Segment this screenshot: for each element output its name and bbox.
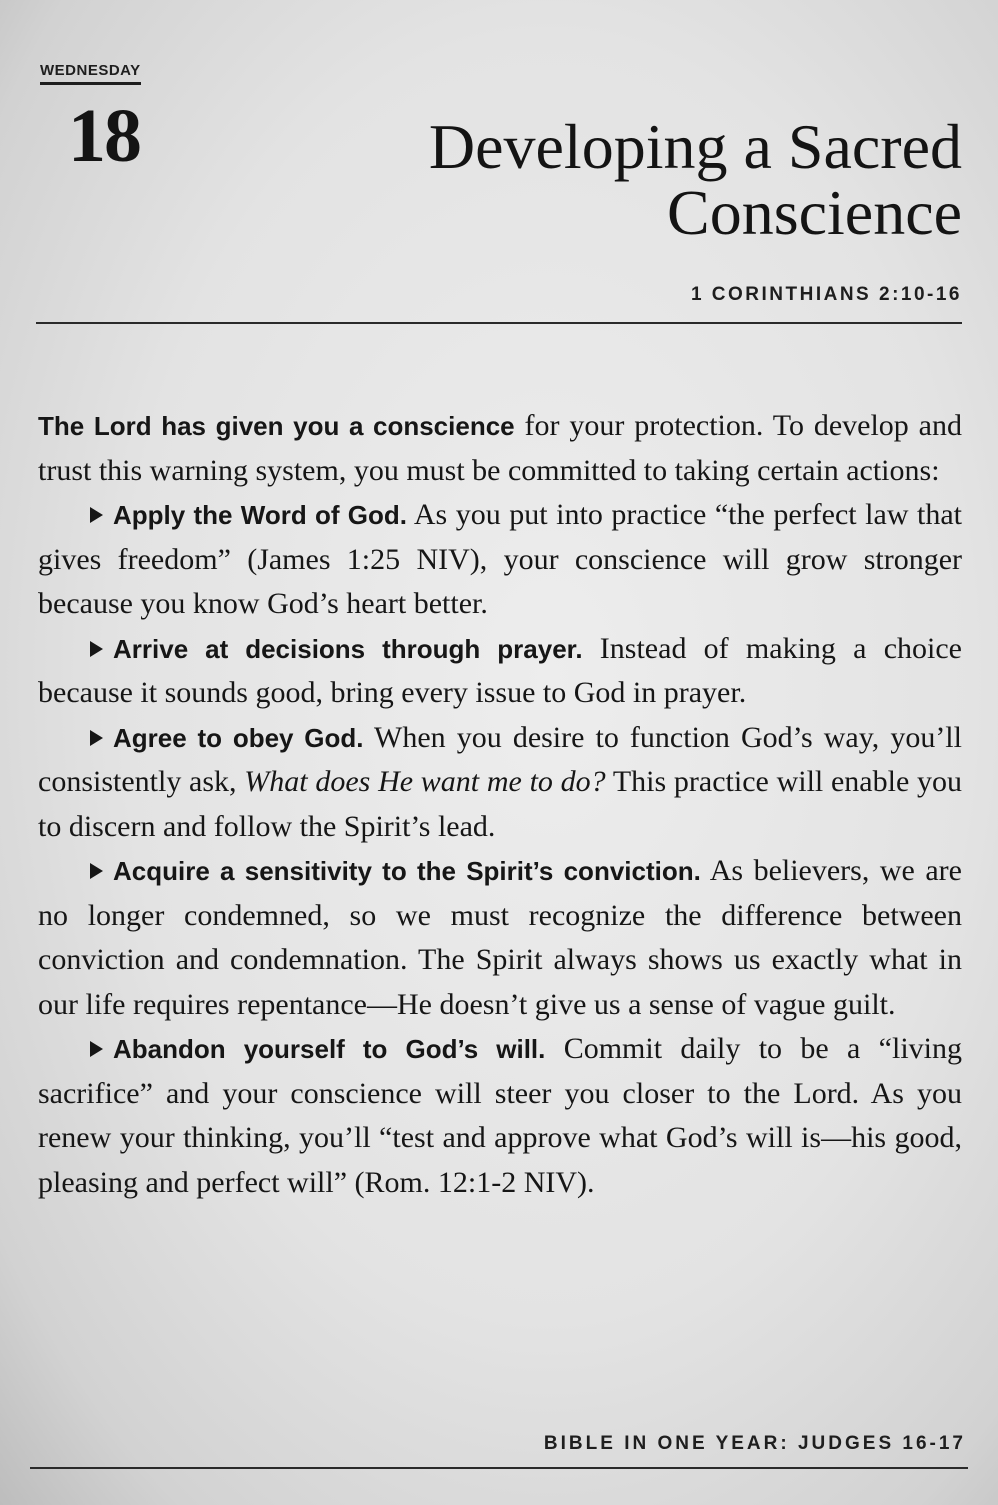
list-item [38, 493, 962, 627]
list-item [38, 716, 962, 850]
item-heading: Arrive at decisions through prayer. [113, 633, 583, 664]
list-item [38, 849, 962, 1027]
arrow-bullet-icon [90, 863, 103, 879]
item-emphasis: What does He want me to do? [244, 765, 606, 798]
page-title: Developing a Sacred Conscience [428, 111, 962, 248]
day-name: WEDNESDAY [40, 62, 141, 85]
header-divider [36, 322, 962, 324]
item-heading: Acquire a sensitivity to the Spirit’s conviction. [113, 856, 701, 886]
arrow-bullet-icon [90, 1041, 103, 1057]
list-item [38, 627, 962, 716]
intro-lead: The Lord has given you a conscience [38, 411, 515, 441]
scripture-reference: 1 CORINTHIANS 2:10-16 [690, 284, 962, 305]
item-text: This practice will enable you to discern and follow the Spirit’s lead. [38, 765, 962, 843]
item-heading: Agree to obey God. [113, 722, 364, 753]
devotional-body [38, 404, 962, 1205]
footer-divider [30, 1467, 968, 1469]
day-number: 18 [68, 94, 140, 178]
item-text: Instead of making a choice because it sounds good, bring every issue to God in prayer. [38, 631, 962, 709]
item-text: As you put into practice “the perfect law that gives freedom” (James 1:25 NIV), your conscience will grow stronger because you know God’s heart better. [38, 498, 963, 620]
item-text: Commit daily to be a “living sacrifice” and your conscience will steer you closer to the Lord. As you renew your thinking, you’ll “test and approve what God’s will is—his good, pleasing and perfect will” (Rom. 12:1-2 NIV). [38, 1032, 962, 1199]
item-text: When you desire to function God’s way, you’ll consistently ask, [38, 720, 962, 798]
item-heading: Abandon yourself to God’s will. [113, 1034, 546, 1064]
list-item [38, 1027, 962, 1205]
item-heading: Apply the Word of God. [113, 500, 407, 530]
arrow-bullet-icon [90, 641, 103, 657]
intro-text: for your protection. To develop and trust this warning system, you must be committed to taking certain actions: [38, 409, 962, 487]
item-text: As believers, we are no longer condemned, so we must recognize the difference between conviction and condemnation. The Spirit always shows us exactly what in our life requires repentance—He doesn’t give us a sense of vague guilt. [38, 854, 962, 1021]
reading-plan-footer: BIBLE IN ONE YEAR: JUDGES 16-17 [543, 1433, 966, 1454]
arrow-bullet-icon [90, 507, 103, 523]
arrow-bullet-icon [90, 730, 103, 746]
intro-paragraph [38, 404, 962, 493]
